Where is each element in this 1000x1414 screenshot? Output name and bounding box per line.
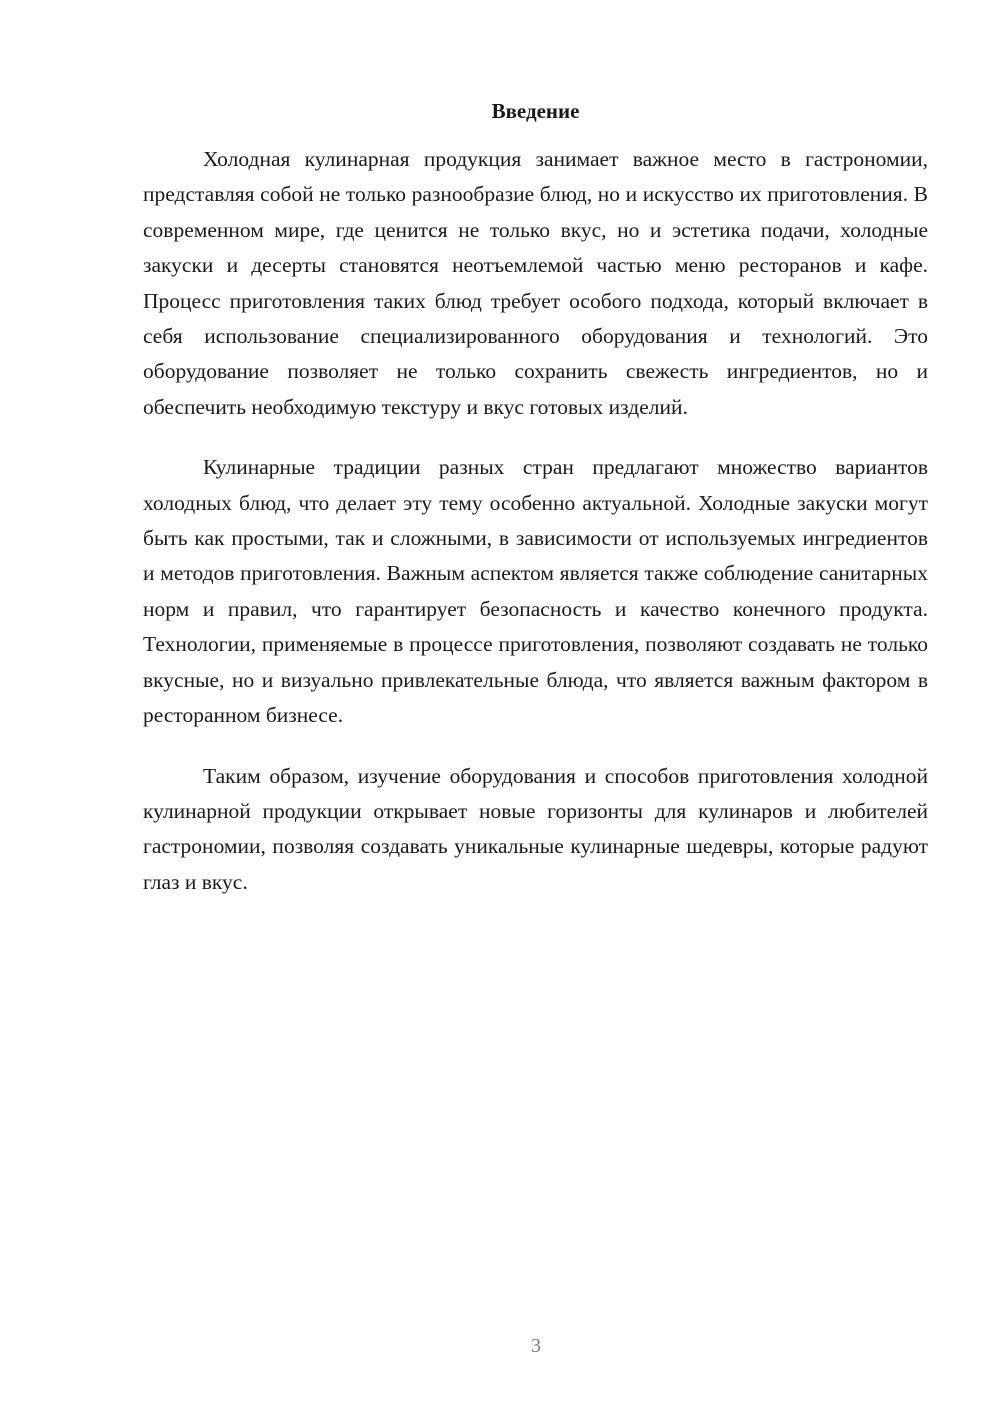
paragraph: Таким образом, изучение оборудования и способов приготовления холодной кулинарной продукции открывает новые горизонты для кулинаров и любителей гастрономии, позволяя создавать уникальные кулинарные шедевры, которые радуют глаз и вкус. <box>143 763 928 894</box>
paragraph: Холодная кулинарная продукция занимает важное место в гастрономии, представляя собой не только разнообразие блюд, но и искусство их приготовления. В современном мире, где ценится не только вкус, но и эстетика подачи, холодные закуски и десерты становятся неотъемлемой частью меню ресторанов и кафе. Процесс приготовления таких блюд требует особого подхода, который включает в себя использование специализированного оборудования и технологий. Это оборудование позволяет не только сохранить свежесть ингредиентов, но и обеспечить необходимую текстуру и вкус готовых изделий. <box>143 147 928 419</box>
page-number: 3 <box>531 1335 541 1357</box>
body-text <box>143 142 928 925</box>
section-title: Введение <box>491 99 580 123</box>
paragraph: Кулинарные традиции разных стран предлагают множество вариантов холодных блюд, что делает эту тему особенно актуальной. Холодные закуски могут быть как простыми, так и сложными, в зависимости от используемых ингредиентов и методов приготовления. Важным аспектом является также соблюдение санитарных норм и правил, что гарантирует безопасность и качество конечного продукта. Технологии, применяемые в процессе приготовления, позволяют создавать не только вкусные, но и визуально привлекательные блюда, что является важным фактором в ресторанном бизнесе. <box>143 455 928 728</box>
